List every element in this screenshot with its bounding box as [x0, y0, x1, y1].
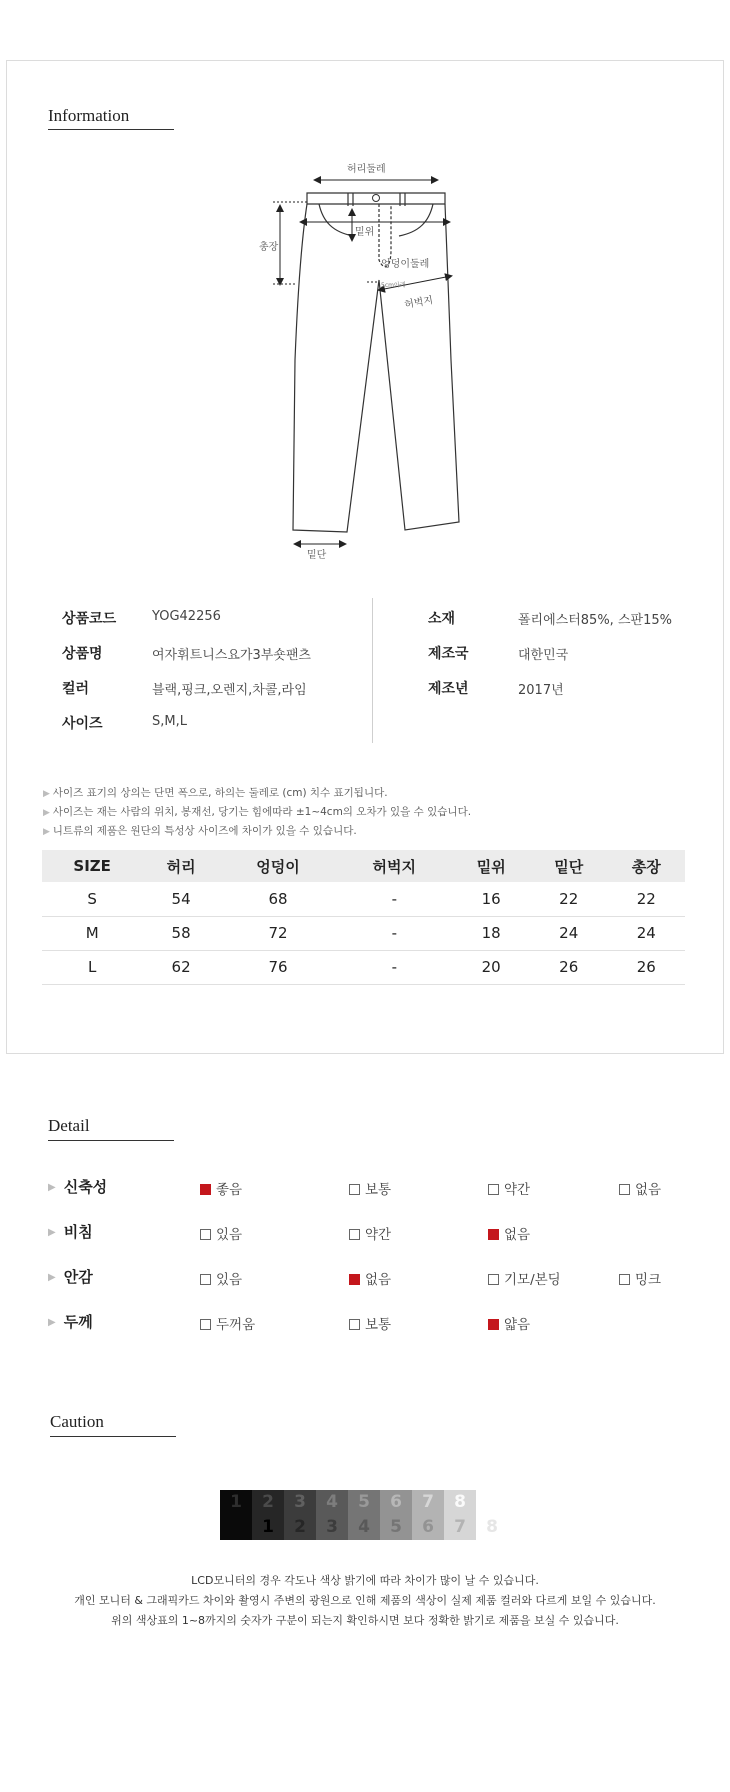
size-note: ▶ 사이즈 표기의 상의는 단면 폭으로, 하의는 둘레로 (cm) 치수 표기됩니다. — [43, 784, 471, 803]
table-row — [42, 950, 685, 984]
detail-option-label: 있음 — [216, 1227, 243, 1243]
checkbox-icon — [488, 1319, 499, 1330]
detail-label: ▶ 신축성 — [48, 1176, 107, 1197]
spec-value: 여자휘트니스요가3부숏팬츠 — [152, 648, 311, 663]
brightness-swatch-bottom-row — [220, 1515, 508, 1540]
detail-title: Detail — [48, 1116, 90, 1135]
detail-option — [488, 1223, 530, 1243]
size-table-header-cell: 밑위 — [452, 850, 530, 882]
detail-option-label: 없음 — [504, 1227, 531, 1243]
checkbox-icon — [349, 1229, 360, 1240]
spec-label: 소재 — [428, 611, 456, 627]
detail-option-label: 없음 — [635, 1182, 662, 1198]
table-cell: 22 — [607, 882, 685, 916]
detail-option-label: 좋음 — [216, 1182, 243, 1198]
pants-outline — [293, 204, 459, 532]
thigh-label: 허벅지 — [403, 295, 435, 311]
checkbox-icon — [200, 1274, 211, 1285]
table-cell: 18 — [452, 916, 530, 950]
table-cell: 22 — [530, 882, 608, 916]
detail-option — [200, 1178, 242, 1198]
brightness-swatch: 1 — [252, 1515, 284, 1540]
spec-divider — [372, 598, 373, 743]
detail-option — [349, 1268, 391, 1288]
size-note: ▶ 사이즈는 재는 사람의 위치, 봉재선, 당기는 힘에따라 ±1~4cm의 오차가 있을 수 있습니다. — [43, 803, 471, 822]
spec-label: 사이즈 — [62, 716, 103, 732]
rise-label: 밑위 — [355, 227, 375, 238]
checkbox-icon — [619, 1274, 630, 1285]
detail-option-label: 얇음 — [504, 1317, 531, 1333]
brightness-swatch: 6 — [412, 1515, 444, 1540]
detail-row-stretch — [48, 1176, 688, 1196]
detail-option — [488, 1178, 530, 1198]
hem-label: 밑단 — [307, 550, 327, 560]
checkbox-icon — [200, 1229, 211, 1240]
table-cell: 16 — [452, 882, 530, 916]
table-cell: 62 — [142, 950, 220, 984]
checkbox-icon — [349, 1274, 360, 1285]
detail-option — [619, 1178, 661, 1198]
waist-label: 허리둘레 — [347, 164, 386, 175]
detail-row-lining — [48, 1266, 688, 1286]
spec-label: 제조국 — [428, 646, 469, 662]
detail-row-thickness — [48, 1311, 688, 1331]
button-icon — [373, 195, 380, 202]
table-cell: L — [42, 950, 142, 984]
table-row — [42, 882, 685, 916]
spec-value: S,M,L — [152, 714, 187, 729]
information-title: Information — [48, 106, 130, 125]
table-cell: 26 — [530, 950, 608, 984]
front-pocket-right — [399, 204, 433, 236]
brightness-swatch: 3 — [284, 1490, 316, 1515]
caution-title-underline — [50, 1436, 176, 1437]
detail-option — [349, 1223, 391, 1243]
size-notes — [43, 784, 471, 841]
brightness-swatch: 4 — [348, 1515, 380, 1540]
caution-line: 개인 모니터 & 그래픽카드 차이와 촬영시 주변의 광원으로 인해 제품의 색상이 실제 제품 컬러와 다르게 보일 수 있습니다. — [74, 1594, 656, 1607]
table-cell: - — [336, 916, 452, 950]
detail-option-label: 두꺼움 — [216, 1317, 256, 1333]
size-table-header-cell: 허벅지 — [336, 850, 452, 882]
front-pocket-left — [319, 204, 353, 236]
length-label: 총장 — [259, 242, 279, 253]
detail-option — [488, 1268, 561, 1288]
detail-option-label: 보통 — [365, 1182, 392, 1198]
checkbox-icon — [200, 1319, 211, 1330]
detail-option-label: 약간 — [365, 1227, 392, 1243]
size-note: ▶ 니트류의 제품은 원단의 특성상 사이즈에 차이가 있을 수 있습니다. — [43, 822, 471, 841]
information-title-underline — [48, 129, 174, 130]
brightness-swatch: 5 — [348, 1490, 380, 1515]
detail-option — [349, 1178, 391, 1198]
hip-label: 엉덩이둘레 — [381, 259, 430, 270]
spec-value: 대한민국 — [518, 648, 569, 663]
detail-label: ▶ 비침 — [48, 1221, 93, 1242]
spec-value: 폴리에스터85%, 스판15% — [518, 613, 672, 628]
caution-text — [0, 1571, 730, 1631]
checkbox-icon — [200, 1184, 211, 1195]
size-table-header-cell: 허리 — [142, 850, 220, 882]
brightness-swatch: 2 — [284, 1515, 316, 1540]
spec-label: 컬러 — [62, 681, 90, 697]
table-cell: 68 — [220, 882, 336, 916]
spec-value: 블랙,핑크,오렌지,차콜,라임 — [152, 683, 307, 698]
brightness-swatch: 7 — [412, 1490, 444, 1515]
detail-title-underline — [48, 1140, 174, 1141]
caution-title: Caution — [50, 1412, 104, 1431]
detail-option-label: 약간 — [504, 1182, 531, 1198]
table-cell: 24 — [530, 916, 608, 950]
spec-label: 상품코드 — [62, 611, 117, 627]
detail-option — [349, 1313, 391, 1333]
size-table-header-cell: SIZE — [42, 850, 142, 882]
size-table-header-cell: 밑단 — [530, 850, 608, 882]
checkbox-icon — [349, 1184, 360, 1195]
detail-option — [200, 1223, 242, 1243]
checkbox-icon — [349, 1319, 360, 1330]
table-cell: 24 — [607, 916, 685, 950]
pants-size-diagram — [255, 160, 475, 560]
table-cell: S — [42, 882, 142, 916]
thigh-note-label: 5cm아래 — [381, 282, 406, 289]
brightness-swatch: 5 — [380, 1515, 412, 1540]
brightness-swatch: 4 — [316, 1490, 348, 1515]
size-table-header-cell: 총장 — [607, 850, 685, 882]
brightness-swatch: 8 — [476, 1515, 508, 1540]
detail-option-label: 있음 — [216, 1272, 243, 1288]
size-table-header-cell: 엉덩이 — [220, 850, 336, 882]
brightness-swatch: 6 — [380, 1490, 412, 1515]
detail-label: ▶ 두께 — [48, 1311, 93, 1332]
brightness-swatch-top-row — [220, 1490, 508, 1515]
detail-option — [200, 1313, 255, 1333]
detail-label: ▶ 안감 — [48, 1266, 93, 1287]
brightness-swatch — [476, 1490, 508, 1515]
table-cell: 54 — [142, 882, 220, 916]
table-row — [42, 916, 685, 950]
brightness-swatch: 8 — [444, 1490, 476, 1515]
detail-option — [200, 1268, 242, 1288]
detail-option-label: 기모/본딩 — [504, 1272, 561, 1288]
checkbox-icon — [488, 1229, 499, 1240]
table-cell: - — [336, 882, 452, 916]
spec-value: YOG42256 — [152, 609, 221, 624]
table-cell: 26 — [607, 950, 685, 984]
detail-option — [488, 1313, 530, 1333]
detail-row-sheerness — [48, 1221, 688, 1241]
brightness-swatch: 3 — [316, 1515, 348, 1540]
detail-option-label: 밍크 — [635, 1272, 662, 1288]
caution-line: 위의 색상표의 1~8까지의 숫자가 구분이 되는지 확인하시면 보다 정확한 밝기로 제품을 보실 수 있습니다. — [111, 1614, 619, 1627]
table-cell: 20 — [452, 950, 530, 984]
spec-value: 2017년 — [518, 683, 564, 698]
detail-option-label: 보통 — [365, 1317, 392, 1333]
checkbox-icon — [488, 1184, 499, 1195]
caution-line: LCD모니터의 경우 각도나 색상 밝기에 따라 차이가 많이 날 수 있습니다. — [191, 1574, 539, 1587]
detail-option-label: 없음 — [365, 1272, 392, 1288]
table-cell: M — [42, 916, 142, 950]
size-table-header — [42, 850, 685, 882]
brightness-swatch: 7 — [444, 1515, 476, 1540]
size-table — [42, 850, 685, 985]
brightness-swatch: 2 — [252, 1490, 284, 1515]
spec-label: 제조년 — [428, 681, 469, 697]
table-cell: 72 — [220, 916, 336, 950]
brightness-swatch — [220, 1515, 252, 1540]
detail-option — [619, 1268, 661, 1288]
table-cell: - — [336, 950, 452, 984]
table-cell: 58 — [142, 916, 220, 950]
fly-stitch — [379, 204, 391, 267]
brightness-swatch: 1 — [220, 1490, 252, 1515]
checkbox-icon — [488, 1274, 499, 1285]
checkbox-icon — [619, 1184, 630, 1195]
table-cell: 76 — [220, 950, 336, 984]
spec-label: 상품명 — [62, 646, 103, 662]
